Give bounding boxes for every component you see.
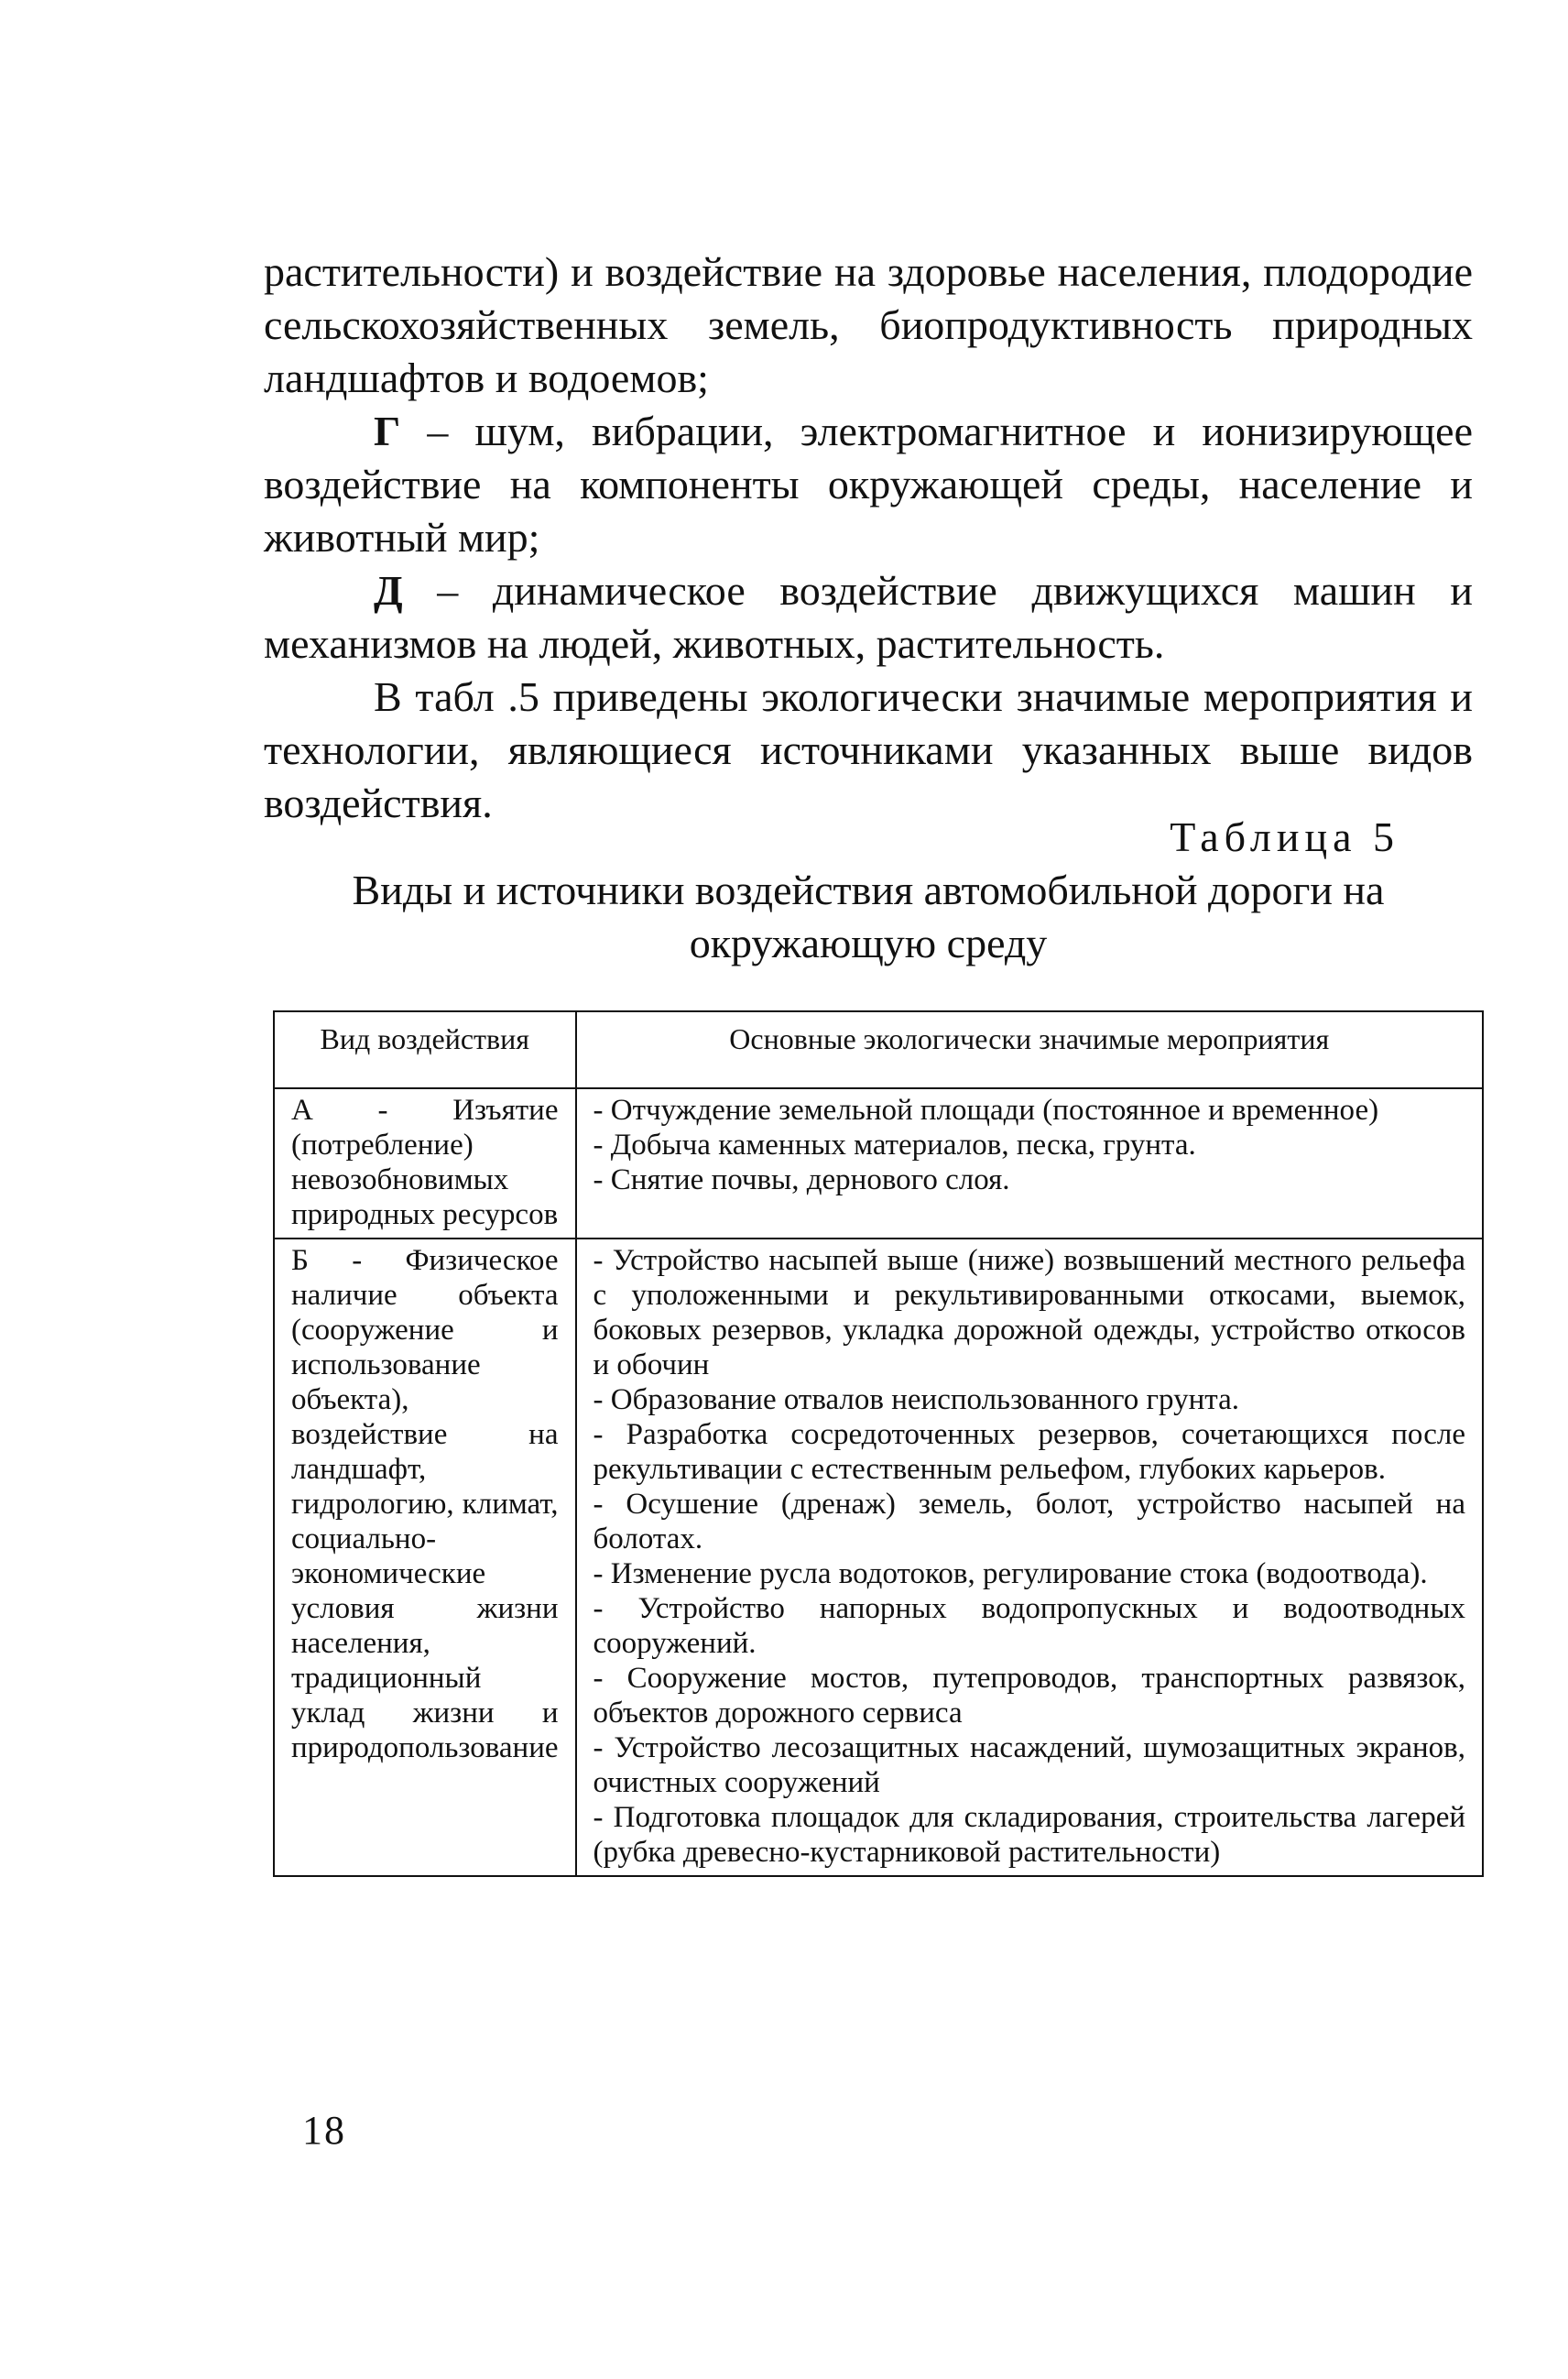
table-title: Виды и источники воздействия автомобильной дороги на окружающую среду — [352, 867, 1385, 966]
measure-item: - Отчуждение земельной площади (постоянное и временное) — [593, 1094, 1379, 1127]
item-letter-d: Д — [374, 567, 403, 614]
item-letter-g: Г — [374, 408, 401, 454]
table-caption — [264, 811, 1473, 970]
item-text-d: – динамическое воздействие движущихся машин и механизмов на людей, животных, растительность. — [264, 567, 1473, 667]
header-measures: Основные экологически значимые мероприятия — [576, 1011, 1484, 1088]
impact-type-cell: Б - Физическое наличие объекта (сооружение и использование объекта), воздействие на ландшафт, гидрологию, климат, социально-экономические условия жизни населения, традиционный уклад жизни и природопользование — [274, 1239, 576, 1876]
measure-item: - Разработка сосредоточенных резервов, сочетающихся после рекультивации с естественным рельефом, глубоких карьеров. — [593, 1418, 1465, 1486]
impact-type-cell: А - Изъятие (потребление) невозобновимых природных ресурсов — [274, 1088, 576, 1239]
measures-cell — [576, 1239, 1484, 1876]
measure-item: - Осушение (дренаж) земель, болот, устройство насыпей на болотах. — [593, 1488, 1465, 1555]
impact-table — [273, 1010, 1484, 1877]
table-number: Таблица 5 — [1170, 813, 1399, 860]
measure-item: - Подготовка площадок для складирования, строительства лагерей (рубка древесно-кустарниковой растительности) — [593, 1801, 1465, 1869]
measure-item: - Устройство лесозащитных насаждений, шумозащитных экранов, очистных сооружений — [593, 1731, 1465, 1799]
measure-item: - Устройство напорных водопропускных и водоотводных сооружений. — [593, 1592, 1465, 1660]
table-header-row — [274, 1011, 1483, 1088]
measure-item: - Добыча каменных материалов, песка, грунта. — [593, 1129, 1196, 1162]
header-impact-type: Вид воздействия — [274, 1011, 576, 1088]
table-row — [274, 1088, 1483, 1239]
measure-item: - Сооружение мостов, путепроводов, транспортных развязок, объектов дорожного сервиса — [593, 1662, 1465, 1730]
paragraph-item-g — [264, 405, 1473, 564]
paragraph-table-reference: В табл .5 приведены экологически значимые мероприятия и технологии, являющиеся источниками указанных выше видов воздействия. — [264, 673, 1473, 826]
page-number: 18 — [302, 2108, 346, 2153]
measure-item: - Снятие почвы, дернового слоя. — [593, 1163, 1010, 1196]
measure-item: - Образование отвалов неиспользованного грунта. — [593, 1383, 1239, 1416]
paragraph-item-d — [264, 564, 1473, 671]
measures-cell — [576, 1088, 1484, 1239]
paragraph-continuation: растительности) и воздействие на здоровье населения, плодородие сельскохозяйственных земель, биопродуктивность природных ландшафтов и водоемов; — [264, 248, 1473, 401]
body-text — [264, 246, 1473, 830]
item-text-g: – шум, вибрации, электромагнитное и ионизирующее воздействие на компоненты окружающей среды, население и животный мир; — [264, 408, 1473, 561]
measure-item: - Изменение русла водотоков, регулирование стока (водоотвода). — [593, 1557, 1428, 1590]
table-row — [274, 1239, 1483, 1876]
measure-item: - Устройство насыпей выше (ниже) возвышений местного рельефа с уположенными и рекультивированными откосами, выемок, боковых резервов, укладка дорожной одежды, устройство откосов и обочин — [593, 1244, 1465, 1381]
